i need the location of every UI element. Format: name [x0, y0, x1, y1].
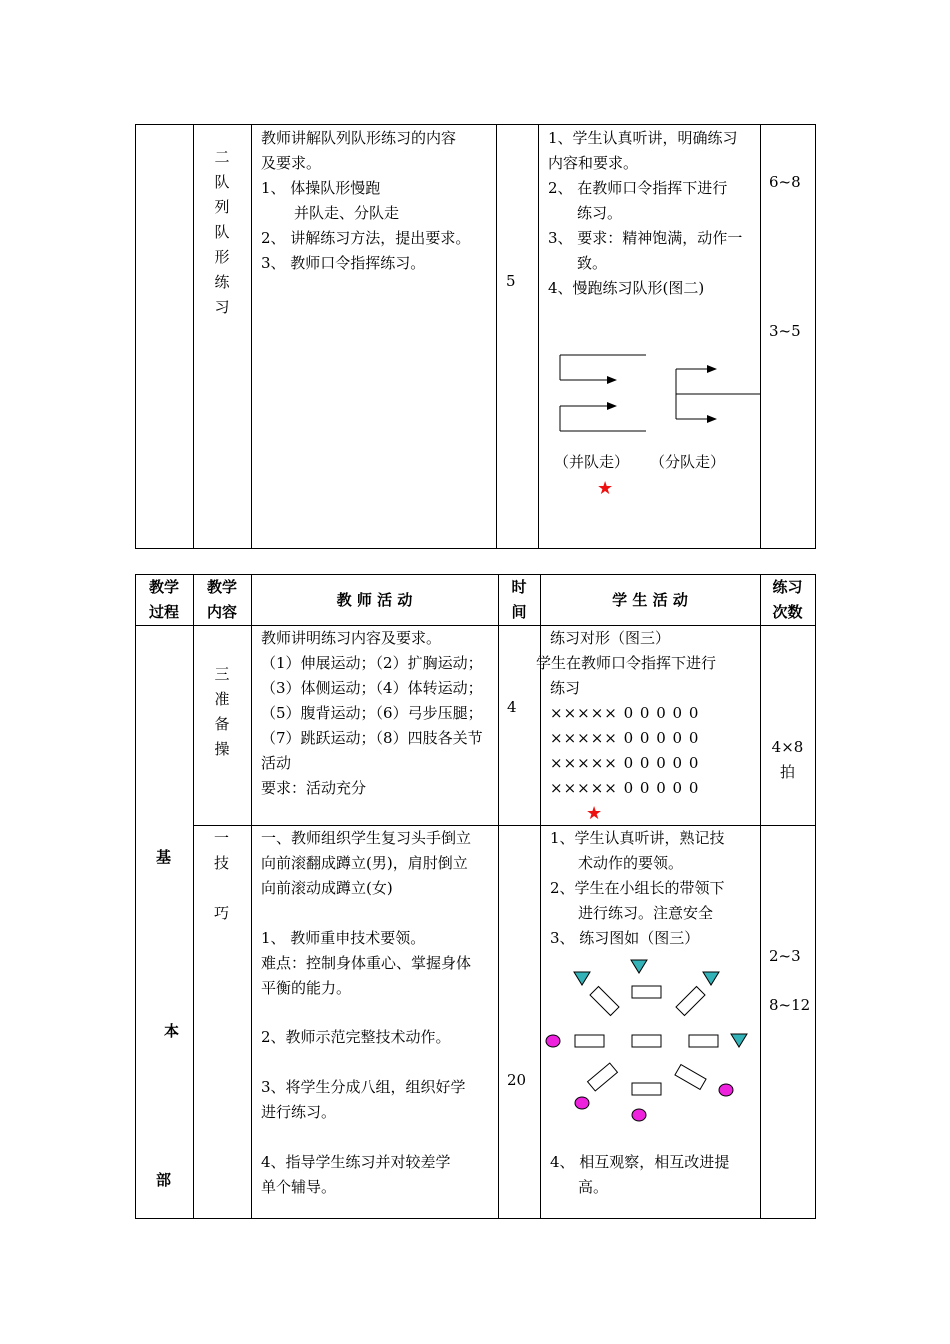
mat	[632, 1035, 661, 1047]
star-icon: ★	[586, 803, 603, 824]
diagram-label-split: （分队走）	[650, 453, 726, 471]
count-b: 3~5	[769, 322, 801, 340]
mat	[676, 987, 705, 1016]
mat	[575, 1035, 604, 1047]
star-icon: ★	[597, 478, 614, 499]
circle-marker	[719, 1084, 733, 1096]
triangle-marker	[574, 972, 590, 985]
triangle-marker	[703, 972, 719, 985]
diagram-label-merge: （并队走）	[554, 453, 630, 471]
mat	[632, 1083, 661, 1095]
march-diagram	[540, 340, 780, 440]
triangle-marker	[631, 960, 647, 973]
mat	[632, 986, 661, 998]
circle-marker	[575, 1097, 589, 1109]
practice-diagram	[540, 950, 760, 1130]
time-value: 5	[506, 272, 516, 290]
mat	[588, 1063, 618, 1091]
mat	[689, 1035, 718, 1047]
circle-marker	[632, 1109, 646, 1121]
mat	[675, 1065, 706, 1090]
triangle-marker	[731, 1034, 747, 1047]
count-a: 6~8	[769, 173, 801, 191]
circle-marker	[546, 1035, 560, 1047]
mat	[590, 987, 619, 1016]
content-vertical-text: 二 队 列 队 形 练 习	[214, 148, 230, 316]
